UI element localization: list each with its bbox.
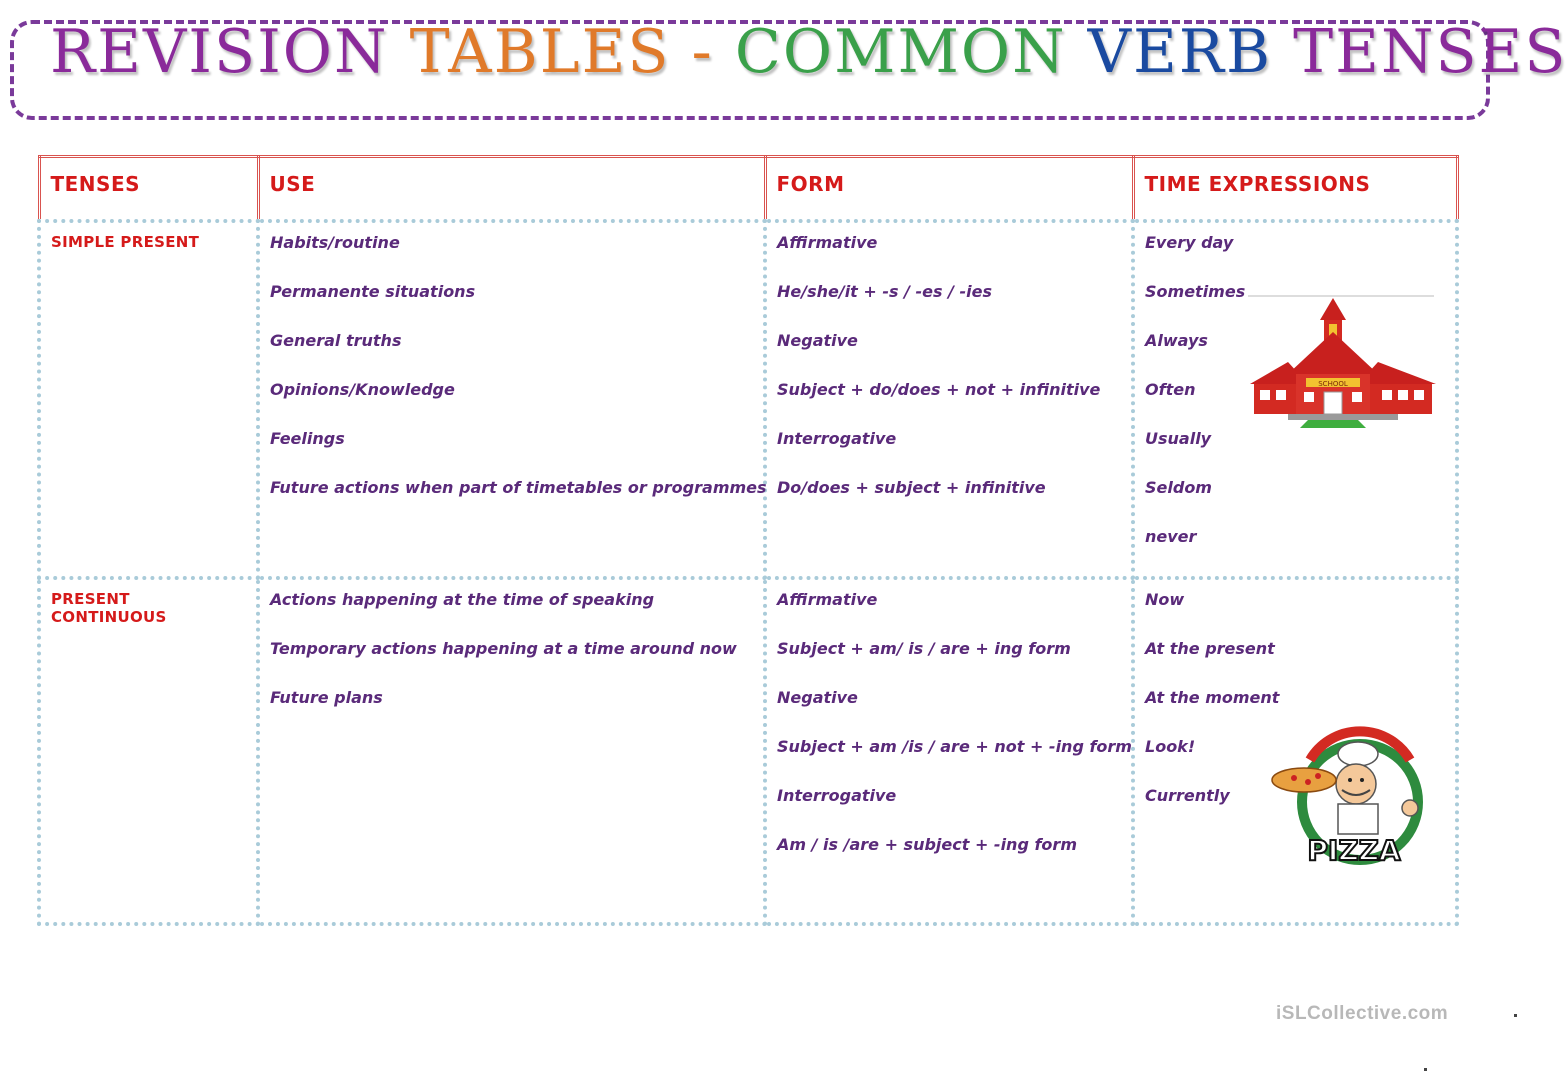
tense-cell [39,578,258,924]
header-form: FORM [765,157,1133,221]
form-item: He/she/it + -s / -es / -ies [777,281,993,301]
form-item: Am / is /are + subject + -ing form [777,834,1077,854]
page-title [50,17,1567,87]
table-row [39,578,1457,924]
form-cell [765,221,1133,578]
header-row [39,157,1457,221]
title-part: TABLES - [388,17,735,87]
time-item: Often [1145,379,1196,399]
time-item: At the present [1145,638,1275,658]
use-item: Future plans [270,687,383,707]
title-part: VERB [1066,17,1273,87]
use-cell [258,221,765,578]
time-item: Always [1145,330,1208,350]
time-item: Usually [1145,428,1212,448]
form-item: Interrogative [777,785,897,805]
use-item: Future actions when part of timetables or programmes [270,477,767,497]
tense-name: SIMPLE PRESENT [51,232,200,251]
pizza-sign: PIZZA [1307,834,1401,867]
tense-cell [39,221,258,578]
form-item: Subject + do/does + not + infinitive [777,379,1101,399]
use-item: Habits/routine [270,232,400,252]
header-use: USE [258,157,765,221]
use-item: Opinions/Knowledge [270,379,455,399]
time-item: Seldom [1145,477,1212,497]
time-item: Look! [1145,736,1196,756]
footer-watermark: iSLCollective.com [1276,1003,1449,1024]
header-tenses: TENSES [39,157,258,221]
time-item: At the moment [1145,687,1280,707]
form-item: Subject + am/ is / are + ing form [777,638,1071,658]
title-part: REVISION [50,17,389,87]
time-item: Every day [1145,232,1234,252]
time-item: Sometimes [1145,281,1246,301]
title-part: TENSES [1272,17,1567,87]
use-item: Temporary actions happening at a time around now [270,638,737,658]
dot-mark [1424,1068,1427,1071]
use-item: Actions happening at the time of speaking [270,589,655,609]
form-cell [765,578,1133,924]
form-item: Interrogative [777,428,897,448]
tense-name: PRESENT CONTINUOUS [51,589,167,626]
time-item: never [1145,526,1197,546]
form-item: Affirmative [777,589,878,609]
form-item: Do/does + subject + infinitive [777,477,1046,497]
table-row [39,221,1457,578]
title-part: COMMON [734,17,1067,87]
pizza-chef-illustration [1270,740,1430,870]
tenses-table [37,155,1459,926]
use-item: Feelings [270,428,345,448]
form-item: Negative [777,330,858,350]
use-item: Permanente situations [270,281,476,301]
time-item: Currently [1145,785,1230,805]
school-sign: SCHOOL [1318,380,1348,388]
school-illustration [1248,292,1438,432]
time-item: Now [1145,589,1185,609]
form-item: Subject + am /is / are + not + -ing form [777,736,1132,756]
use-item: General truths [270,330,402,350]
dot-mark [1514,1014,1517,1017]
form-item: Negative [777,687,858,707]
use-cell [258,578,765,924]
header-time-expressions: TIME EXPRESSIONS [1133,157,1457,221]
form-item: Affirmative [777,232,878,252]
